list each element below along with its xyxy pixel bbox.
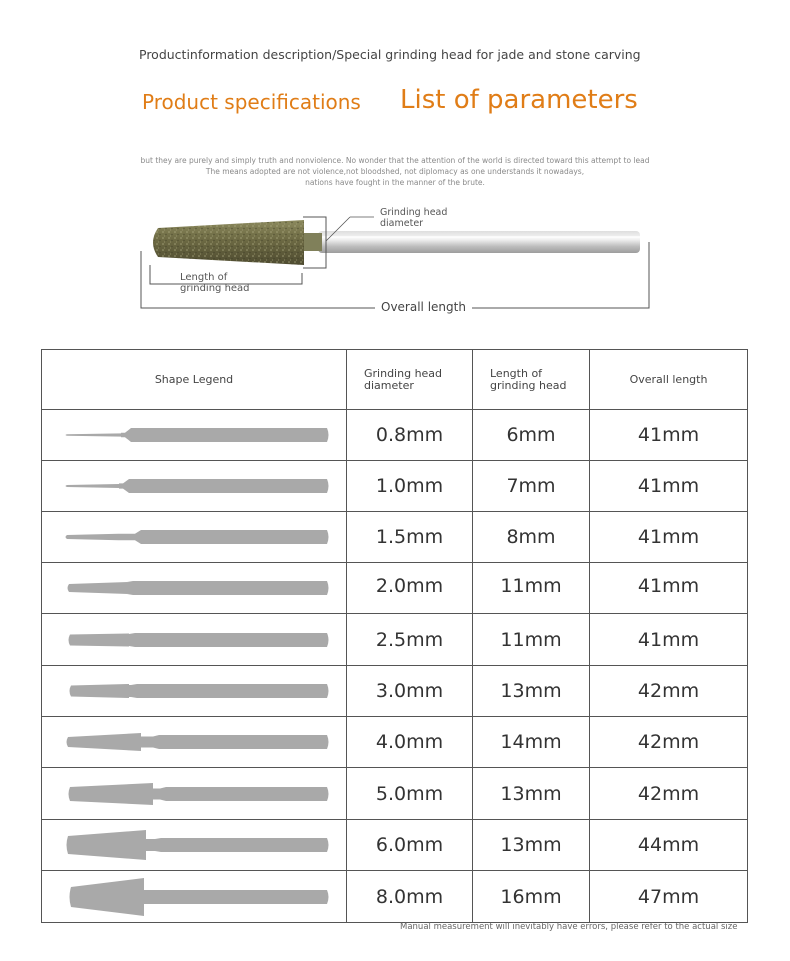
tool-silhouette-icon — [42, 461, 347, 511]
shape-legend-cell — [42, 717, 347, 768]
table-row — [42, 820, 748, 871]
tool-silhouette-icon — [42, 410, 347, 460]
diameter-cell: 2.0mm — [347, 563, 473, 614]
table-row — [42, 871, 748, 923]
length-cell: 13mm — [473, 666, 590, 717]
tool-silhouette-icon — [42, 872, 347, 922]
diameter-label: Grinding head diameter — [380, 207, 448, 229]
product-specifications-heading: Product specifications — [142, 90, 361, 114]
length-cell: 11mm — [473, 563, 590, 614]
head-length-label: Length of grinding head — [180, 272, 250, 294]
table-row — [42, 512, 748, 563]
shaft-shape — [318, 231, 640, 253]
table-row — [42, 563, 748, 614]
list-of-parameters-heading: List of parameters — [400, 85, 638, 115]
table-row — [42, 768, 748, 820]
neck-shape — [302, 233, 322, 251]
shape-legend-cell — [42, 563, 347, 614]
table-row — [42, 410, 748, 461]
tool-silhouette-icon — [42, 615, 347, 665]
diameter-cell: 0.8mm — [347, 410, 473, 461]
shape-legend-cell — [42, 768, 347, 820]
table-header-row — [42, 350, 748, 410]
filler-text-line-1: but they are purely and simply truth and nonviolence. No wonder that the attention of the world is directed toward this attempt to lead — [140, 156, 650, 165]
length-cell: 7mm — [473, 461, 590, 512]
header-shape-legend: Shape Legend — [42, 350, 347, 410]
parameters-table — [41, 349, 748, 923]
shape-legend-cell — [42, 614, 347, 666]
length-cell: 14mm — [473, 717, 590, 768]
tool-silhouette-icon — [42, 512, 347, 562]
diameter-cell: 8.0mm — [347, 871, 473, 923]
overall-length-cell: 47mm — [590, 871, 748, 923]
overall-length-cell: 41mm — [590, 563, 748, 614]
length-cell: 8mm — [473, 512, 590, 563]
shape-legend-cell — [42, 410, 347, 461]
overall-length-label: Overall length — [375, 300, 472, 314]
overall-length-cell: 42mm — [590, 666, 748, 717]
overall-length-cell: 42mm — [590, 768, 748, 820]
tool-silhouette-icon — [42, 820, 347, 870]
length-cell: 16mm — [473, 871, 590, 923]
table-row — [42, 614, 748, 666]
table-row — [42, 666, 748, 717]
shape-legend-cell — [42, 820, 347, 871]
filler-text-line-2: The means adopted are not violence,not bloodshed, not diplomacy as one understands it nowadays, — [205, 167, 585, 176]
filler-text-line-3: nations have fought in the manner of the brute. — [305, 178, 485, 187]
header-overall-length: Overall length — [590, 350, 748, 410]
overall-length-cell: 41mm — [590, 410, 748, 461]
table-row — [42, 717, 748, 768]
length-cell: 13mm — [473, 768, 590, 820]
diameter-cell: 2.5mm — [347, 614, 473, 666]
header-length: Length of grinding head — [473, 350, 590, 410]
shape-legend-cell — [42, 461, 347, 512]
intro-text: Productinformation description/Special grinding head for jade and stone carving — [139, 47, 641, 62]
overall-length-cell: 42mm — [590, 717, 748, 768]
diameter-cell: 1.5mm — [347, 512, 473, 563]
diameter-cell: 5.0mm — [347, 768, 473, 820]
overall-length-cell: 41mm — [590, 614, 748, 666]
length-cell: 6mm — [473, 410, 590, 461]
measurement-note: Manual measurement will inevitably have errors, please refer to the actual size — [400, 922, 738, 932]
shape-legend-cell — [42, 512, 347, 563]
diameter-cell: 3.0mm — [347, 666, 473, 717]
overall-length-cell: 41mm — [590, 461, 748, 512]
diameter-cell: 6.0mm — [347, 820, 473, 871]
tool-silhouette-icon — [42, 563, 347, 613]
tool-silhouette-icon — [42, 769, 347, 819]
overall-length-cell: 44mm — [590, 820, 748, 871]
length-cell: 11mm — [473, 614, 590, 666]
length-cell: 13mm — [473, 820, 590, 871]
table-row — [42, 461, 748, 512]
shape-legend-cell — [42, 666, 347, 717]
grinding-head-shape — [153, 220, 304, 265]
overall-length-cell: 41mm — [590, 512, 748, 563]
shape-legend-cell — [42, 871, 347, 923]
diameter-cell: 4.0mm — [347, 717, 473, 768]
tool-silhouette-icon — [42, 717, 347, 767]
tool-silhouette-icon — [42, 666, 347, 716]
diameter-cell: 1.0mm — [347, 461, 473, 512]
header-diameter: Grinding head diameter — [347, 350, 473, 410]
